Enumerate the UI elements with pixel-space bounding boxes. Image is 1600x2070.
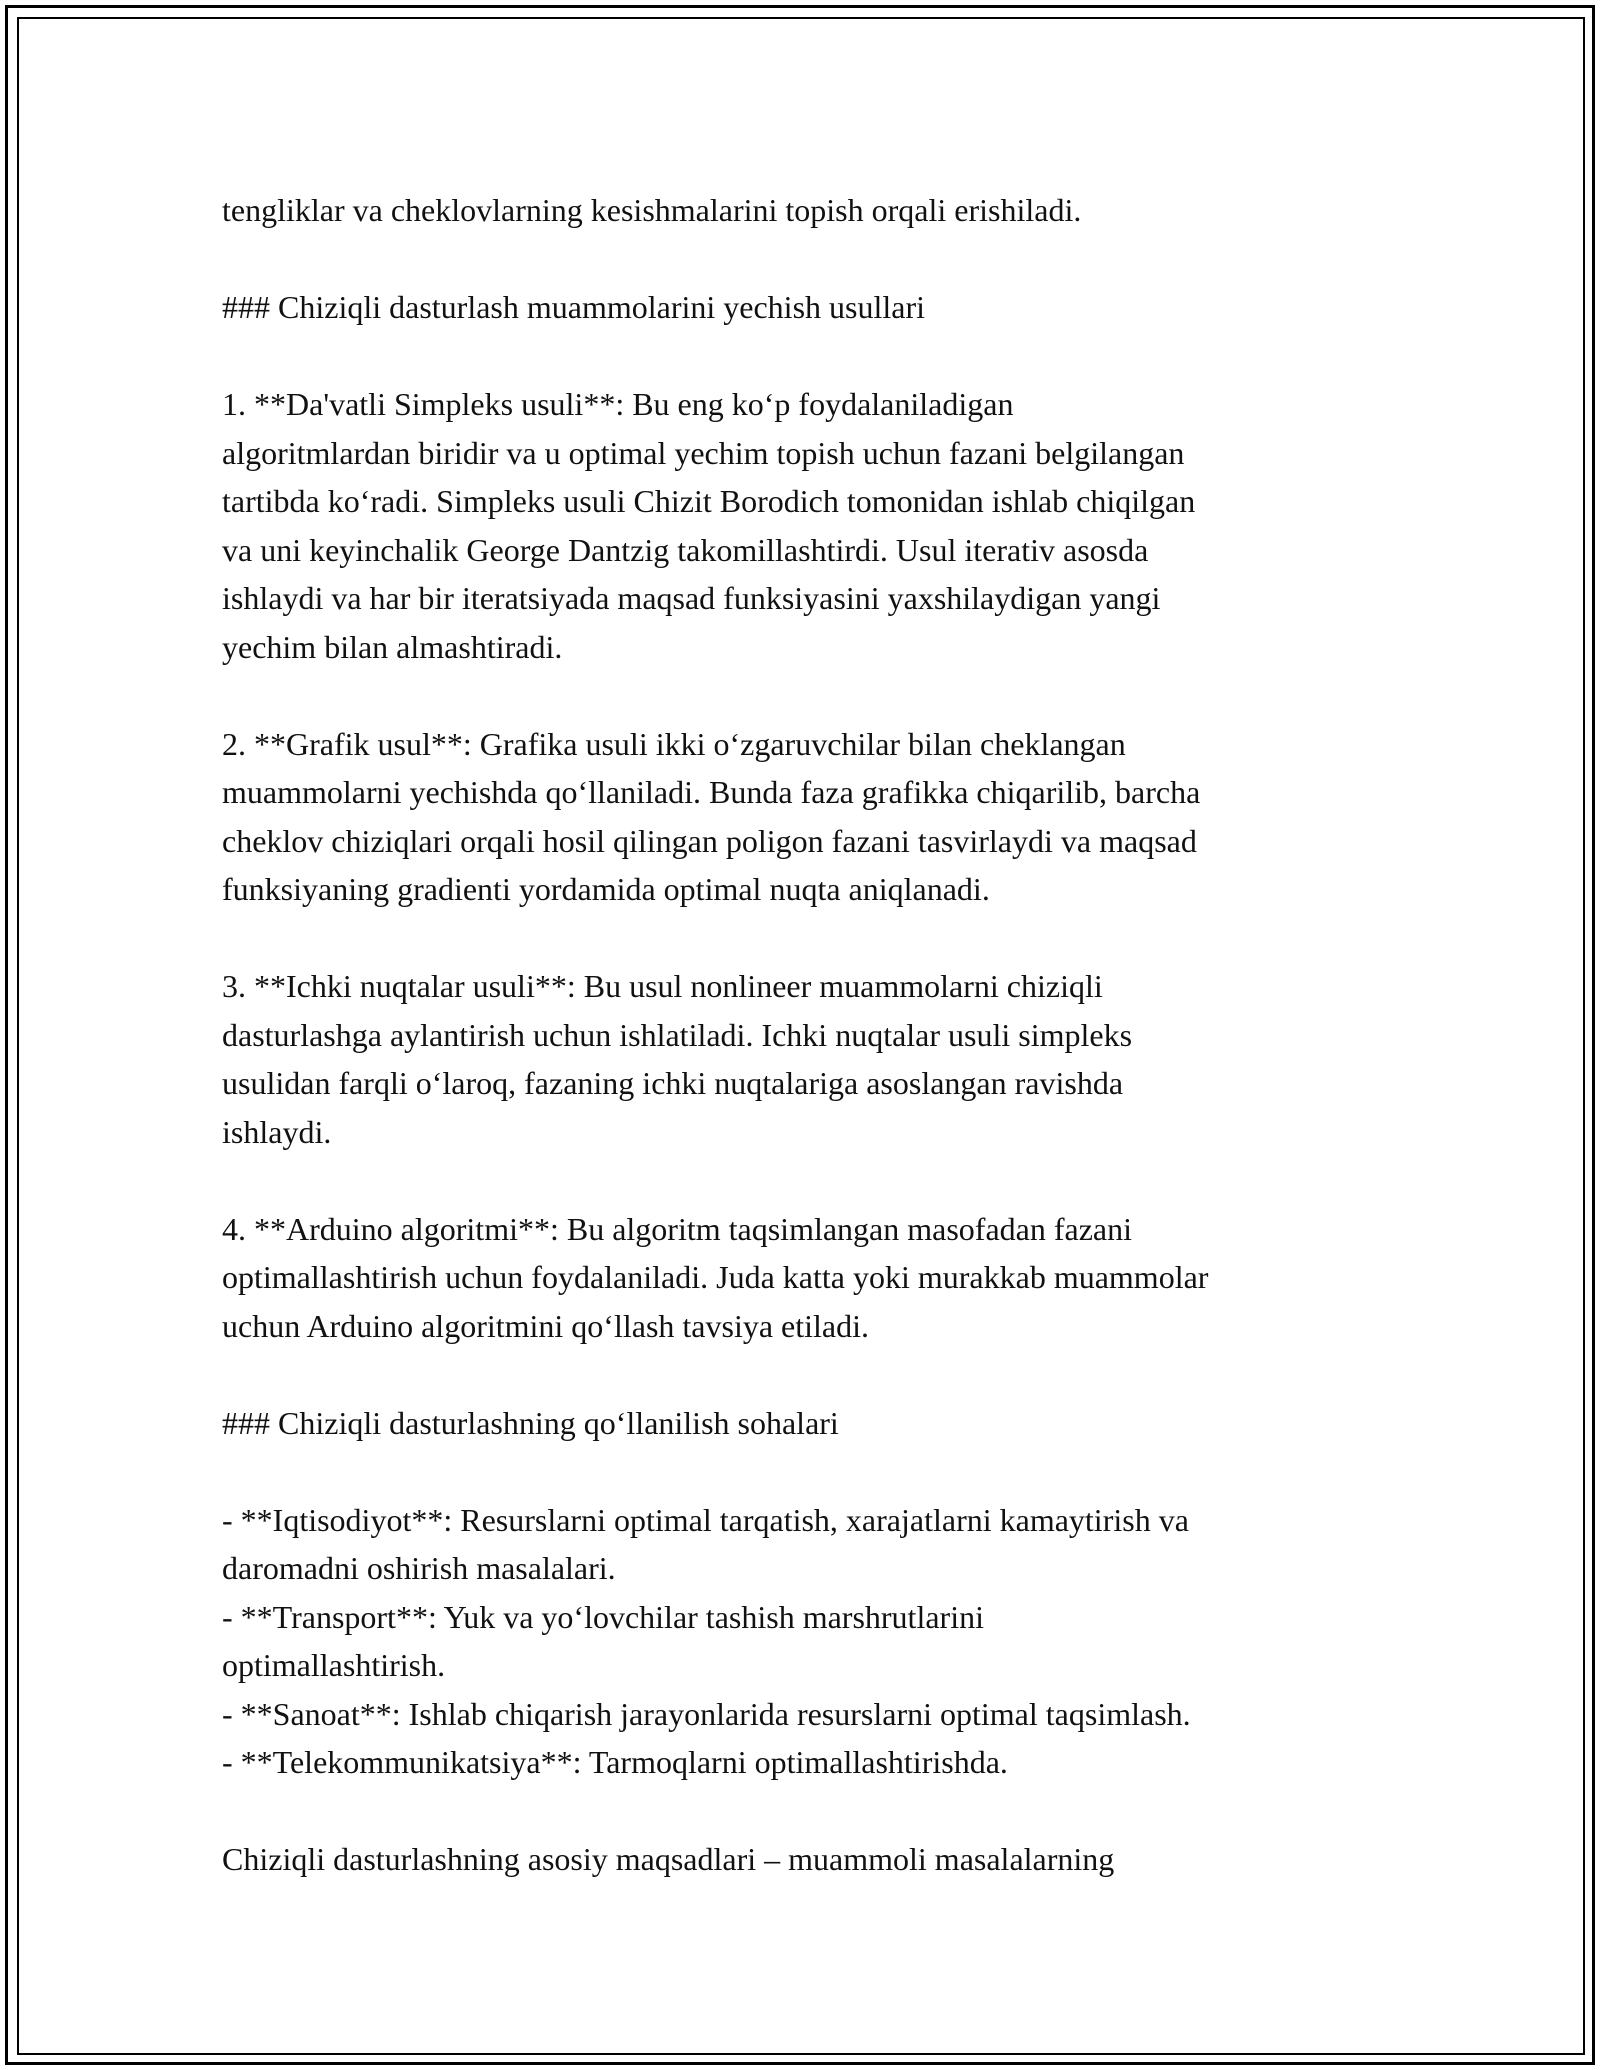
list-item: - **Sanoat**: Ishlab chiqarish jarayonlarida resurslarni optimal taqsimlash. [222,1695,1191,1732]
method-line: va uni keyinchalik George Dantzig takomillashtirdi. Usul iterativ asosda [222,531,1149,568]
method-line: uchun Arduino algoritmini qo‘llash tavsiya etiladi. [222,1307,869,1344]
method-interior-points [222,962,1402,1156]
list-item: optimallashtirish. [222,1647,446,1683]
list-item: - **Iqtisodiyot**: Resurslarni optimal tarqatish, xarajatlarni kamaytirish va [222,1501,1189,1538]
method-simplex [222,380,1402,671]
list-item: daromadni oshirish masalalari. [222,1550,616,1586]
method-line: ishlaydi va har bir iteratsiyada maqsad funksiyasini yaxshilaydigan yangi [222,580,1161,616]
list-item: - **Transport**: Yuk va yo‘lovchilar tashish marshrutlarini [222,1598,984,1635]
applications-list [222,1496,1402,1787]
method-line: funksiyaning gradienti yordamida optimal nuqta aniqlanadi. [222,871,990,907]
method-line: 3. **Ichki nuqtalar usuli**: Bu usul nonlineer muammolarni chiziqli [222,968,1103,1004]
method-line: usulidan farqli o‘laroq, fazaning ichki nuqtalariga asoslangan ravishda [222,1065,1124,1101]
method-line: ishlaydi. [222,1113,332,1150]
applications-heading: ### Chiziqli dasturlashning qo‘llanilish sohalari [222,1404,839,1441]
method-line: cheklov chiziqlari orqali hosil qilingan poligon fazani tasvirlaydi va maqsad [222,822,1197,859]
method-line: dasturlashga aylantirish uchun ishlatiladi. Ichki nuqtalar usuli simpleks [222,1016,1133,1053]
method-arduino [222,1205,1402,1351]
method-graphic [222,720,1402,914]
method-line: muammolarni yechishda qo‘llaniladi. Bunda faza grafikka chiqarilib, barcha [222,774,1201,810]
document-body [222,186,1402,1884]
closing-line: Chiziqli dasturlashning asosiy maqsadlari – muammoli masalalarning [222,1841,1115,1877]
list-item: - **Telekommunikatsiya**: Tarmoqlarni optimallashtirishda. [222,1744,1008,1780]
method-line: tartibda ko‘radi. Simpleks usuli Chizit Borodich tomonidan ishlab chiqilgan [222,483,1196,519]
method-line: yechim bilan almashtiradi. [222,628,563,665]
method-line: 4. **Arduino algoritmi**: Bu algoritm taqsimlangan masofadan fazani [222,1210,1133,1247]
method-line: optimallashtirish uchun foydalaniladi. Juda katta yoki murakkab muammolar [222,1259,1209,1295]
methods-heading: ### Chiziqli dasturlash muammolarini yechish usullari [222,289,925,325]
method-line: 1. **Da'vatli Simpleks usuli**: Bu eng ko‘p foydalaniladigan [222,386,1014,422]
method-line: 2. **Grafik usul**: Grafika usuli ikki o‘zgaruvchilar bilan cheklangan [222,725,1126,762]
method-line: algoritmlardan biridir va u optimal yechim topish uchun fazani belgilangan [222,434,1185,471]
lead-line: tengliklar va cheklovlarning kesishmalarini topish orqali erishiladi. [222,192,1082,228]
